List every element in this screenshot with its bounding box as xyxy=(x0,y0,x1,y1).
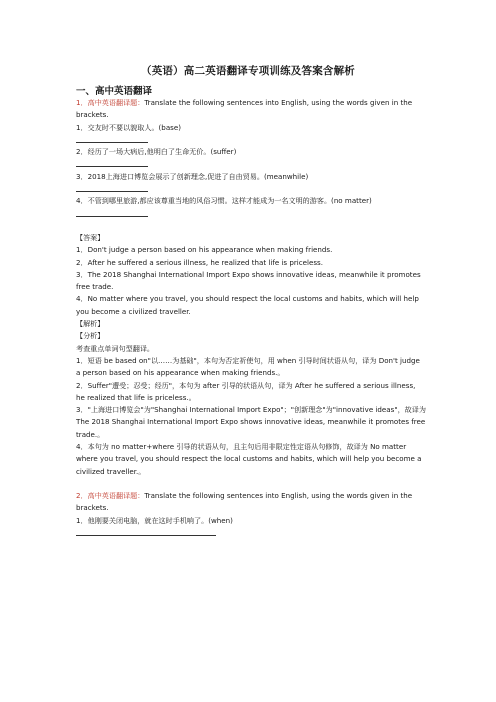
answer-blank-5 xyxy=(76,527,426,539)
analysis-item-1: 1．短语 be based on"以……为基础"，本句为否定祈使句，用 when 引导时间状语从句，译为 Don't judge a person based on his appearance when making friends.。 xyxy=(76,355,420,378)
answer-4: 4．No matter where you travel, you should respect the local customs and habits, which will help you become a civilized traveller. xyxy=(76,294,419,316)
analysis-item-2: 2．Suffer"遭受；忍受；经历"，本句为 after 引导的状语从句，译为 After he suffered a serious illness, he realized that life is priceless.。 xyxy=(76,380,416,402)
question-1-item-3: 3．2018上海进口博览会展示了创新理念,促进了自由贸易。(meanwhile) xyxy=(76,171,309,181)
answer-1: 1．Don't judge a person based on his appearance when making friends. xyxy=(76,245,333,255)
question-1-item-4: 4．不管到哪里旅游,都应该尊重当地的风俗习惯。这样才能成为一名文明的游客。(no matter) xyxy=(76,196,372,206)
analysis-intro: 考查重点单词句型翻译。 xyxy=(76,343,155,353)
analysis-item-4: 4．本句为 no matter+where 引导的状语从句，且主句后用非限定性定语从句修饰，故译为 No matter where you travel, you should respect the local customs and habits, which will help you become a civilized traveller.。 xyxy=(76,442,422,476)
question-1-item-2: 2．经历了一场大病后,他明白了生命无价。(suffer) xyxy=(76,147,237,157)
question-2-header xyxy=(76,490,426,515)
analysis-item-3: 3．"上海进口博览会"为"Shanghai International Import Expo"；"创新理念"为"innovative ideas"，故译为 The 2018 Shanghai International Import Expo shows innovative ideas, meanwhile it promotes free trade.。 xyxy=(76,405,426,439)
section-heading: 一、高中英语翻译 xyxy=(76,86,153,97)
question-1-instruction: Translate the following sentences into English, using the words given in the brackets. xyxy=(76,98,413,120)
question-1-item-1: 1．交友时不要以貌取人。(base) xyxy=(76,122,181,132)
question-1-label: 高中英语翻译题： xyxy=(87,98,145,107)
answer-2: 2．After he suffered a serious illness, he realized that life is priceless. xyxy=(76,257,323,267)
answer-label: 【答案】 xyxy=(76,232,105,242)
question-2-item-1: 1．他刚要关闭电脑，就在这时手机响了。(when) xyxy=(76,515,233,525)
answer-blank-2 xyxy=(76,158,426,170)
answer-blank-3 xyxy=(76,183,426,195)
analysis-label: 【解析】 xyxy=(76,319,105,329)
question-1-number: 1． xyxy=(76,98,88,107)
answer-blank-4 xyxy=(76,208,426,220)
answer-blank-1 xyxy=(76,134,426,146)
document-body xyxy=(76,97,426,539)
question-2-number: 2． xyxy=(76,490,88,500)
document-title: （英语）高二英语翻译专项训练及答案含解析 xyxy=(141,65,355,77)
question-1-header xyxy=(76,97,426,122)
answer-3: 3．The 2018 Shanghai International Import Expo shows innovative ideas, meanwhile it promotes free trade. xyxy=(76,269,421,292)
question-2-label: 高中英语翻译题： xyxy=(87,490,145,500)
question-2-instruction: Translate the following sentences into English, using the words given in the brackets. xyxy=(76,490,413,513)
fenxi-label: 【分析】 xyxy=(76,331,105,341)
